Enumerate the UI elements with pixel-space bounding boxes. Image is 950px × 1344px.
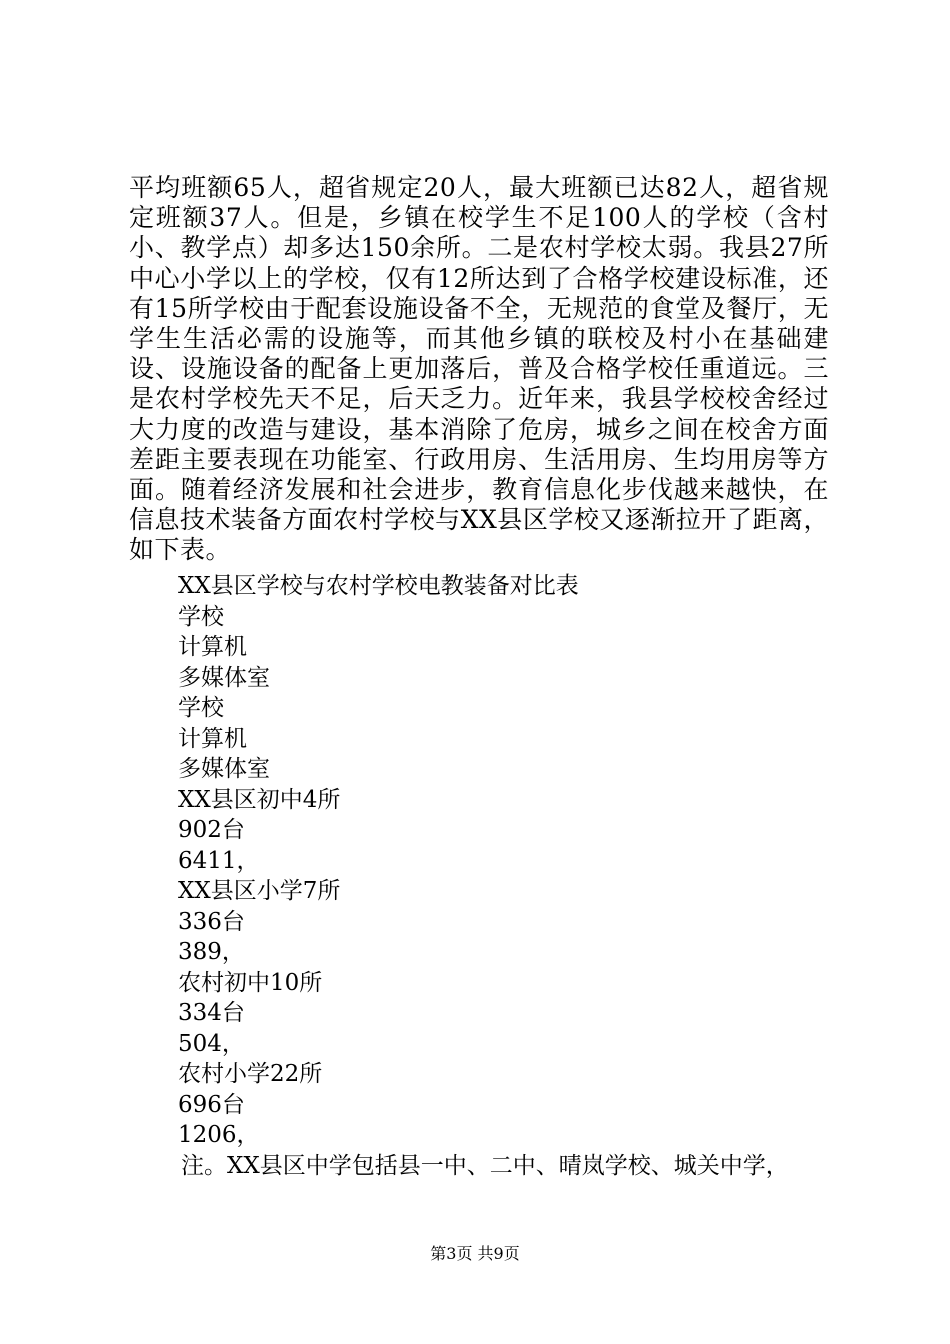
table-header-multimedia-rooms: 多媒体室	[178, 756, 270, 782]
equipment-comparison-table	[178, 571, 878, 1181]
table-cell-multimedia: 1206，	[178, 1122, 260, 1148]
table-note: 注。XX县区中学包括县一中、二中、晴岚学校、城关中学，	[181, 1152, 789, 1179]
table-cell-school: XX县区初中4所	[178, 786, 341, 813]
table-header-school: 学校	[178, 603, 224, 630]
table-title: XX县区学校与农村学校电教装备对比表	[178, 573, 579, 599]
body-paragraph: 平均班额65人，超省规定20人，最大班额已达82人，超省规定班额37人。但是，乡镇在校学生不足100人的学校（含村小、教学点）却多达150余所。二是农村学校太弱。我县27所中心小学以上的学校，仅有12所达到了合格学校建设标准，还有15所学校由于配套设施设备不全，无规范的食堂及餐厅，无学生生活必需的设施等，而其他乡镇的联校及村小在基础建设、设施设备的配备上更加落后，普及合格学校任重道远。三是农村学校先天不足，后天乏力。近年来，我县学校校舍经过大力度的改造与建设，基本消除了危房，城乡之间在校舍方面差距主要表现在功能室、行政用房、生活用房、生均用房等方面。随着经济发展和社会进步，教育信息化步伐越来越快，在信息技术装备方面农村学校与XX县区学校又逐渐拉开了距离，如下表。	[129, 173, 829, 565]
table-cell-computers: 334台	[178, 1000, 245, 1026]
table-cell-computers: 902台	[178, 817, 245, 843]
table-header-multimedia-rooms: 多媒体室	[178, 664, 270, 691]
table-cell-computers: 336台	[178, 908, 245, 935]
table-header-computers: 计算机	[178, 634, 247, 660]
table-cell-school: XX县区小学7所	[178, 878, 341, 904]
table-header-school: 学校	[178, 695, 224, 721]
table-cell-school: 农村初中10所	[178, 969, 323, 996]
page-footer: 第3页 共9页	[430, 1244, 520, 1263]
table-cell-computers: 696台	[178, 1091, 245, 1118]
table-cell-multimedia: 389，	[178, 939, 245, 965]
table-cell-school: 农村小学22所	[178, 1061, 323, 1087]
table-cell-multimedia: 6411，	[178, 847, 260, 874]
table-header-computers: 计算机	[178, 725, 247, 752]
table-cell-multimedia: 504，	[178, 1030, 245, 1057]
